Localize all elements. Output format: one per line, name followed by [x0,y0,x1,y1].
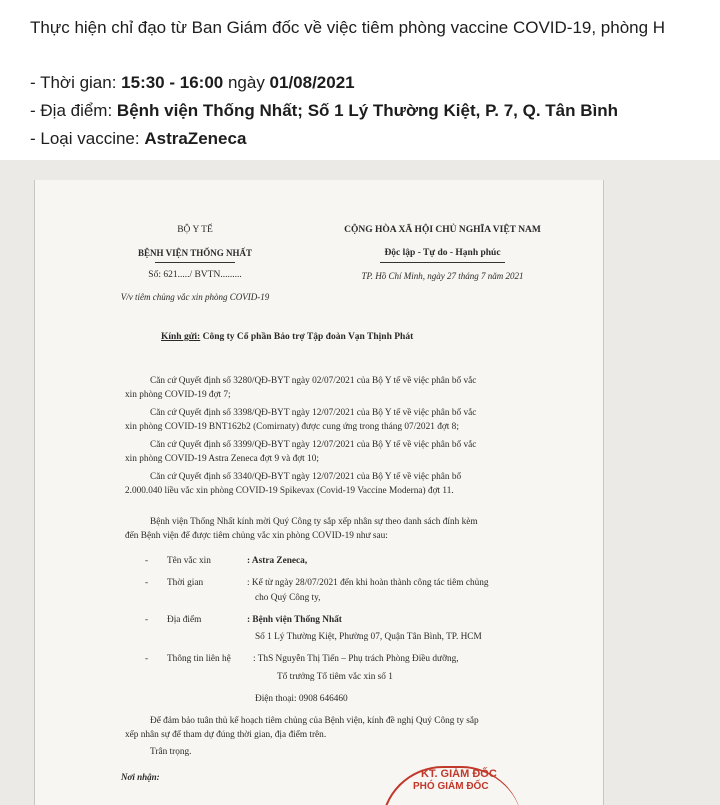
time-date: 01/08/2021 [269,73,355,92]
recipients-list-label: Nơi nhận: [121,772,160,782]
nation-heading: CỘNG HÒA XÃ HỘI CHỦ NGHĨA VIỆT NAM [344,225,541,235]
nation-motto: Độc lập - Tự do - Hạnh phúc [384,248,501,258]
vaccine-label: - Loại vaccine: [30,129,145,148]
place-label: - Địa điểm: [30,101,117,120]
basis-3a: Căn cứ Quyết định số 3399/QĐ-BYT ngày 12/07/2021 của Bộ Y tế về việc phân bổ vắc [150,440,477,450]
hospital-name: BỆNH VIỆN THỐNG NHẤT [138,248,252,258]
bullet: - [145,578,149,588]
recipient-line [161,332,413,342]
post-caption [0,0,720,160]
letter-photo [0,160,720,805]
place-value: Bệnh viện Thống Nhất; Số 1 Lý Thường Kiệt, P. 7, Q. Tân Bình [116,101,618,120]
document-subject: V/v tiêm chủng vắc xin phòng COVID-19 [120,292,270,302]
detail-place-value-b: Số 1 Lý Thường Kiệt, Phường 07, Quận Tân Bình, TP. HCM [255,632,482,642]
contact-phone: Điện thoại: 0908 646460 [255,694,348,704]
basis-4b: 2.000.040 liều vắc xin phòng COVID-19 Spikevax (Covid-19 Vaccine Moderna) đợt 11. [125,486,454,496]
bullet: - [145,654,149,664]
request-b: xếp nhân sự để tham dự đúng thời gian, địa điểm trên. [125,730,327,740]
signature-title: KT. GIÁM ĐỐC [421,768,497,780]
recipient-name: Công ty Cổ phần Bảo trợ Tập đoàn Vạn Thịnh Phát [202,332,414,342]
recipient-label: Kính gửi: [161,332,201,342]
post-time-line [30,73,355,93]
post-place-line [30,101,618,121]
place-date: TP. Hồ Chí Minh, ngày 27 tháng 7 năm 2021 [361,271,524,281]
detail-time-value-b: cho Quý Công ty, [255,593,321,603]
time-label: - Thời gian: [30,73,122,92]
basis-1b: xin phòng COVID-19 đợt 7; [125,390,231,400]
invite-a: Bệnh viện Thống Nhất kính mời Quý Công ty sắp xếp nhân sự theo danh sách đính kèm [150,517,478,527]
official-letter [34,180,604,805]
detail-vaccine-label: Tên vắc xin [167,556,211,566]
basis-3b: xin phòng COVID-19 Astra Zeneca đợt 9 và đợt 10; [125,454,319,464]
post-intro: Thực hiện chỉ đạo từ Ban Giám đốc về việc tiêm phòng vaccine COVID-19, phòng H [30,18,666,37]
time-value: 15:30 - 16:00 [121,73,224,92]
closing: Trân trọng. [150,747,192,757]
detail-time-label: Thời gian [167,578,204,588]
detail-contact-label: Thông tin liên hệ [167,654,231,664]
basis-2b: xin phòng COVID-19 BNT162b2 (Comirnaty) được cung ứng trong tháng 07/2021 đợt 8; [125,422,459,432]
vaccine-value: AstraZeneca [144,129,247,148]
basis-2a: Căn cứ Quyết định số 3398/QĐ-BYT ngày 12/07/2021 của Bộ Y tế về việc phân bổ vắc [150,408,477,418]
detail-time-value-a: : Kể từ ngày 28/07/2021 đến khi hoàn thành công tác tiêm chủng [247,578,489,588]
hospital-underline [155,262,235,263]
detail-vaccine-value: : Astra Zeneca, [247,556,308,566]
signature-subtitle: PHÓ GIÁM ĐỐC [413,781,489,792]
ministry-name: BỘ Y TẾ [177,225,213,235]
post-vaccine-line [30,129,246,149]
basis-4a: Căn cứ Quyết định số 3340/QĐ-BYT ngày 12/07/2021 của Bộ Y tế về việc phân bổ [150,472,462,482]
time-mid: ngày [223,73,270,92]
invite-b: đến Bệnh viện để được tiêm chủng vắc xin phòng COVID-19 như sau: [125,531,388,541]
bullet: - [145,556,149,566]
detail-contact-value-b: Tổ trưởng Tổ tiêm vắc xin số 1 [277,672,393,682]
request-a: Để đảm bảo tuân thủ kế hoạch tiêm chủng của Bệnh viện, kính đề nghị Quý Công ty sắp [150,716,479,726]
document-number: Số: 621...../ BVTN......... [148,270,242,280]
detail-place-label: Địa điểm [167,615,202,625]
detail-place-value-a: : Bệnh viện Thống Nhất [247,615,342,625]
basis-1a: Căn cứ Quyết định số 3280/QĐ-BYT ngày 02/07/2021 của Bộ Y tế về việc phân bổ vắc [150,376,477,386]
bullet: - [145,615,149,625]
detail-contact-value-a: : ThS Nguyễn Thị Tiến – Phụ trách Phòng Điều dưỡng, [253,654,459,664]
motto-underline [380,262,505,263]
